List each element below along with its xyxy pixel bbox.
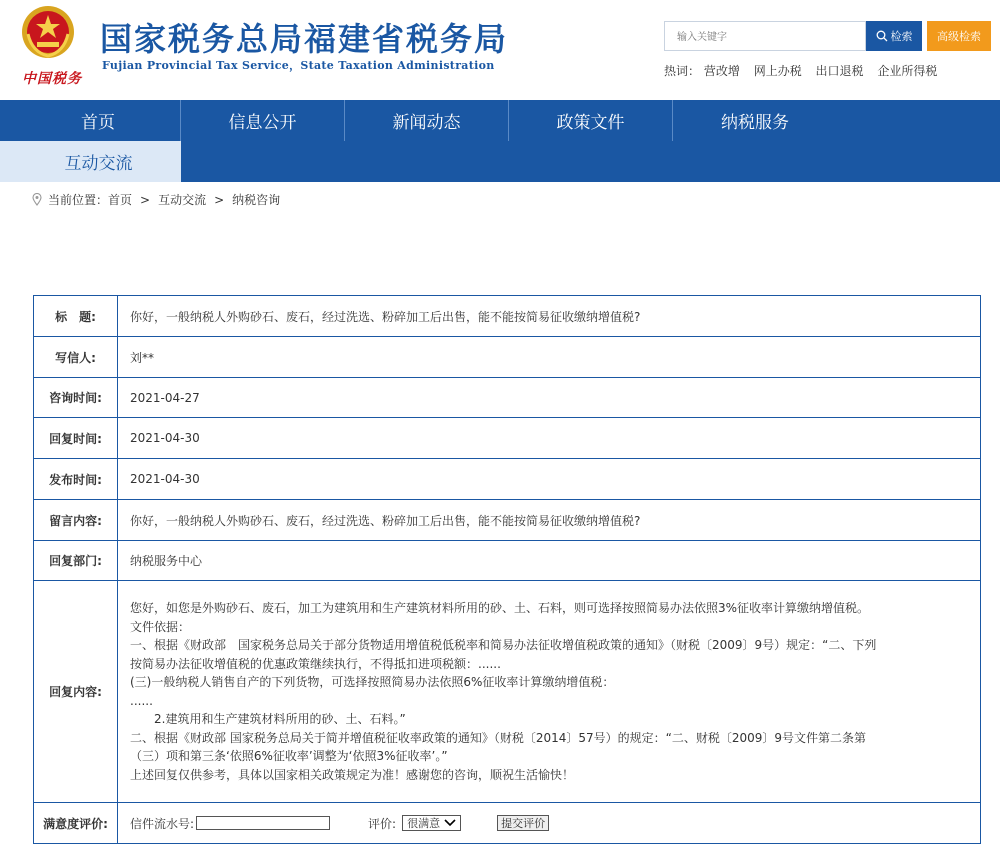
reply-content-value [118, 581, 981, 803]
reply-line: 按简易办法征收增值税的优惠政策继续执行，不得抵扣进项税额：...... [130, 656, 501, 671]
writer-value: 刘** [118, 337, 981, 378]
reply-content-label: 回复内容: [34, 581, 118, 803]
consult-time-value: 2021-04-27 [118, 378, 981, 418]
chevron-down-icon [444, 819, 456, 827]
reply-text [130, 591, 968, 792]
message-value: 你好，一般纳税人外购砂石、废石，经过洗选、粉碎加工后出售，能不能按简易征收缴纳增值税? [118, 500, 981, 541]
site-title[interactable]: 国家税务总局福建省税务局 [100, 20, 509, 58]
reply-line: 一、根据《财政部 国家税务总局关于部分货物适用增值税低税率和简易办法征收增值税政策的通知》（财税〔2009〕9号）规定：“二、下列 [130, 638, 877, 652]
table-row [34, 803, 981, 844]
submit-rating-button[interactable]: 提交评价 [497, 815, 549, 831]
rating-label: 评价: [368, 816, 397, 831]
search-input[interactable] [675, 23, 859, 51]
flow-number-input[interactable] [196, 816, 330, 830]
breadcrumb-separator: > [140, 192, 151, 207]
hot-words-label: 热词： [664, 64, 701, 78]
writer-label: 写信人: [34, 337, 118, 378]
satisfaction-label: 满意度评价: [34, 803, 118, 844]
title-value: 你好，一般纳税人外购砂石、废石，经过洗选、粉碎加工后出售，能不能按简易征收缴纳增值税? [118, 296, 981, 337]
rating-select[interactable] [402, 815, 461, 831]
hot-word-link[interactable]: 营改增 [703, 64, 740, 78]
reply-time-value: 2021-04-30 [118, 418, 981, 459]
search-box [664, 21, 866, 51]
title-label: 标 题: [34, 296, 118, 337]
message-label: 留言内容: [34, 500, 118, 541]
satisfaction-form [118, 803, 981, 844]
breadcrumb-separator: > [214, 192, 225, 207]
table-row [34, 337, 981, 378]
table-row [34, 459, 981, 500]
hot-word-link[interactable]: 企业所得税 [877, 64, 938, 78]
hot-word-link[interactable]: 出口退税 [815, 64, 864, 78]
reply-time-label: 回复时间: [34, 418, 118, 459]
table-row [34, 541, 981, 581]
table-row [34, 500, 981, 541]
nav-item-home[interactable]: 首页 [16, 100, 181, 141]
hot-words [664, 62, 947, 79]
breadcrumb-interaction[interactable]: 互动交流 [158, 193, 207, 207]
search-button[interactable] [866, 21, 922, 51]
nav-item-info-disclosure[interactable]: 信息公开 [181, 100, 345, 141]
breadcrumb-tax-consult[interactable]: 纳税咨询 [232, 193, 281, 207]
tax-emblem-icon [20, 4, 76, 60]
nav-item-tax-service[interactable]: 纳税服务 [721, 113, 789, 133]
department-value: 纳税服务中心 [118, 541, 981, 581]
brand-logo-text: 中国税务 [22, 71, 82, 87]
publish-time-value: 2021-04-30 [118, 459, 981, 500]
rating-select-value: 很满意 [407, 817, 441, 830]
breadcrumb-label: 当前位置： [48, 193, 109, 207]
publish-time-label: 发布时间: [34, 459, 118, 500]
advanced-search-button[interactable]: 高级检索 [927, 21, 991, 51]
reply-line: 您好，如您是外购砂石、废石，加工为建筑用和生产建筑材料所用的砂、土、石料，则可选择按照简易办法依照3%征收率计算缴纳增值税。 [130, 601, 870, 615]
reply-line: 文件依据： [130, 619, 191, 634]
nav-item-news[interactable]: 新闻动态 [345, 100, 509, 141]
table-row [34, 296, 981, 337]
department-label: 回复部门: [34, 541, 118, 581]
flow-number-label: 信件流水号: [130, 816, 195, 831]
breadcrumb [32, 191, 280, 208]
site-subtitle: Fujian Provincial Tax Service，State Taxation Administration [102, 59, 495, 72]
table-row [34, 378, 981, 418]
table-row [34, 581, 981, 803]
reply-line: 二、根据《财政部 国家税务总局关于简并增值税征收率政策的通知》（财税〔2014〕57号）的规定：“二、财税〔2009〕9号文件第二条第 [130, 730, 867, 745]
nav-item-policy-docs[interactable]: 政策文件 [509, 100, 673, 141]
search-icon [876, 30, 888, 42]
consultation-detail-table [33, 295, 981, 844]
consult-time-label: 咨询时间: [34, 378, 118, 418]
site-header [0, 0, 1000, 100]
location-pin-icon [32, 193, 42, 206]
reply-line: (三)一般纳税人销售自产的下列货物，可选择按照简易办法依照6%征收率计算缴纳增值税： [130, 675, 615, 689]
search-button-label: 检索 [890, 30, 913, 43]
hot-word-link[interactable]: 网上办税 [753, 64, 802, 78]
reply-line: 上述回复仅供参考，具体以国家相关政策规定为准！感谢您的咨询，顺祝生活愉快！ [130, 767, 575, 782]
reply-line: ...... [130, 693, 153, 708]
nav-item-interaction[interactable]: 互动交流 [16, 141, 181, 182]
table-row [34, 418, 981, 459]
breadcrumb-home[interactable]: 首页 [108, 193, 133, 207]
reply-line: 2.建筑用和生产建筑材料所用的砂、土、石料。” [130, 712, 406, 726]
reply-line: （三）项和第三条‘依照6%征收率’调整为‘依照3%征收率’。” [130, 749, 448, 763]
main-nav [0, 100, 1000, 182]
